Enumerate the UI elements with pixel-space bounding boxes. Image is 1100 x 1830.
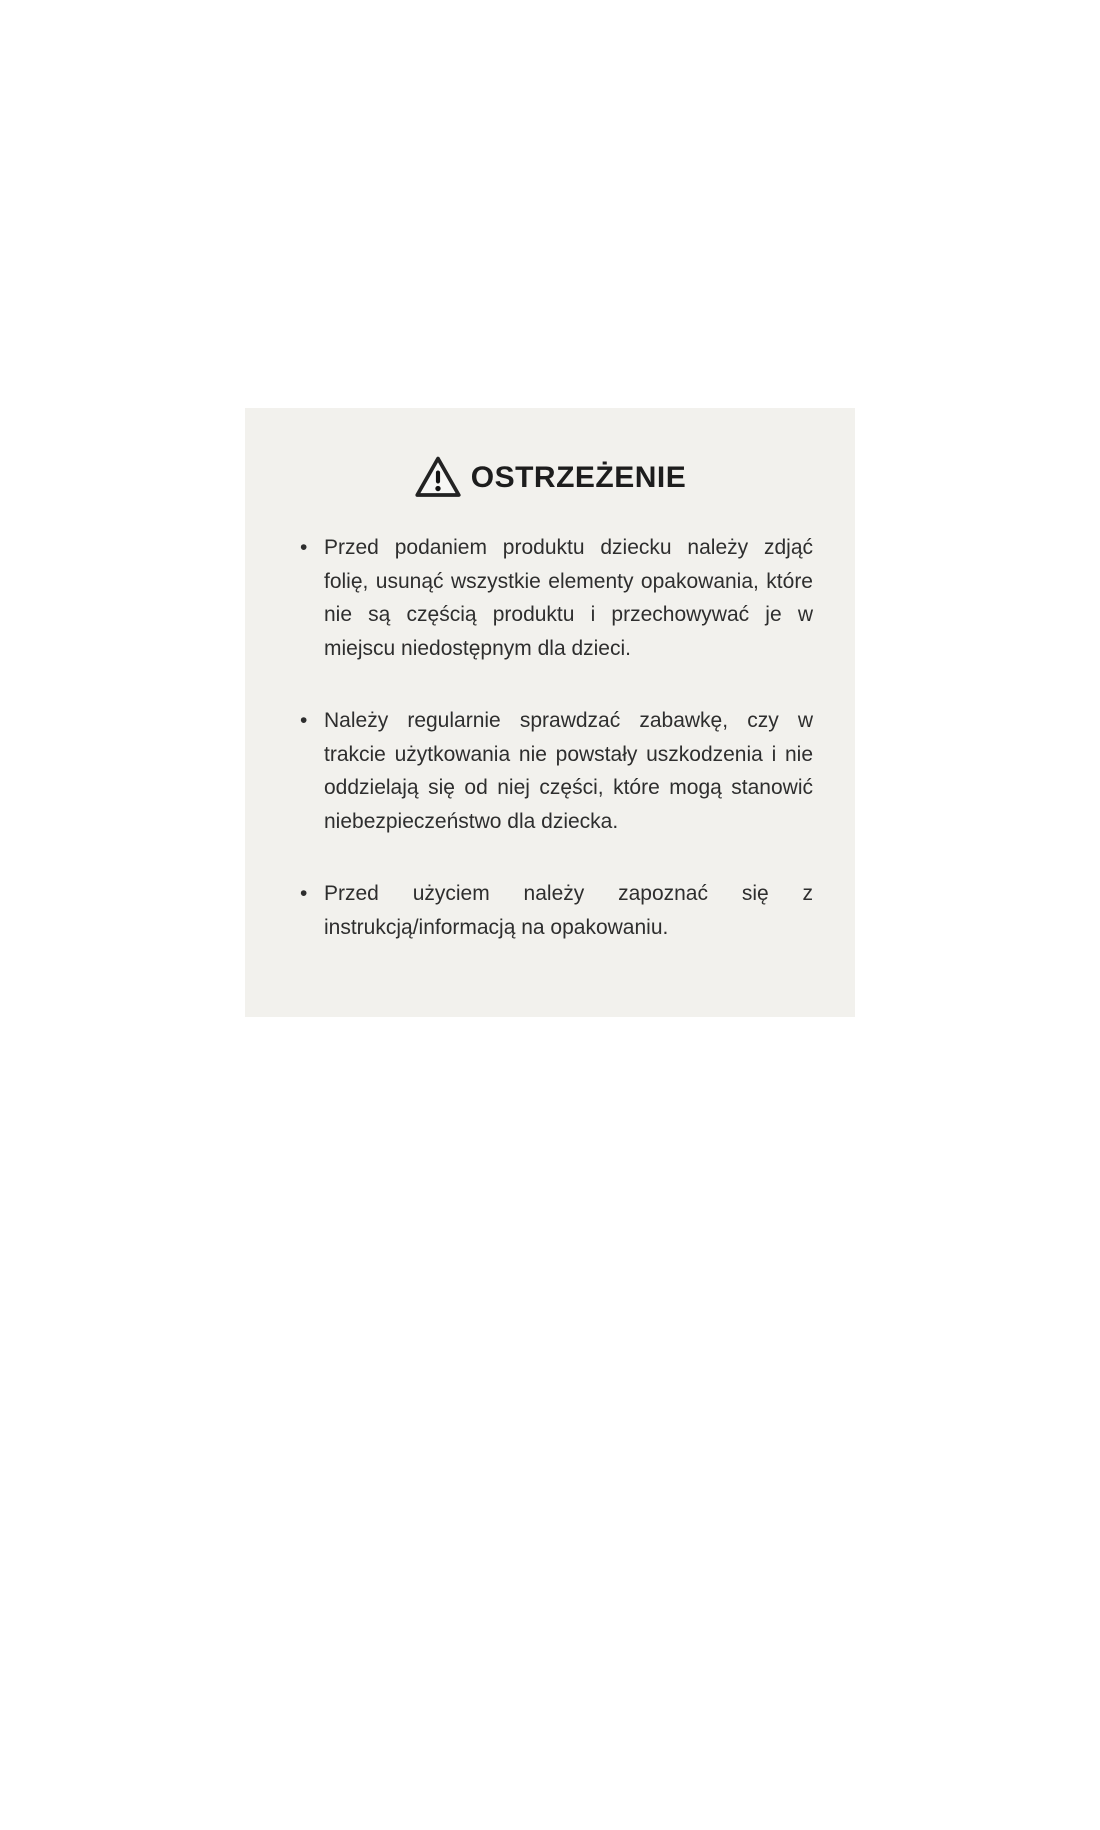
warning-header: [287, 455, 813, 499]
warning-title: OSTRZEŻENIE: [470, 460, 687, 494]
warning-card: [245, 408, 855, 1017]
warning-item: [300, 531, 813, 665]
page: [0, 408, 1100, 1830]
warning-item: [300, 877, 813, 944]
bullet-icon: •: [300, 882, 308, 905]
warning-triangle-icon: [414, 455, 462, 499]
warning-item-text: Należy regularnie sprawdzać zabawkę, czy w trakcie użytkowania nie powstały uszkodzenia i nie oddzielają się od niej części, które mogą stanowić niebezpieczeństwo dla dziecka.: [324, 709, 813, 833]
warning-item-text: Przed podaniem produktu dziecku należy zdjąć folię, usunąć wszystkie elementy opakowania, które nie są częścią produktu i przechowywać je w miejscu niedostępnym dla dzieci.: [324, 536, 813, 660]
bullet-icon: •: [300, 536, 308, 559]
warning-list: [287, 531, 813, 944]
bullet-icon: •: [300, 709, 308, 732]
warning-item-text: Przed użyciem należy zapoznać się z instrukcją/informacją na opakowaniu.: [324, 882, 813, 939]
warning-item: [300, 704, 813, 838]
